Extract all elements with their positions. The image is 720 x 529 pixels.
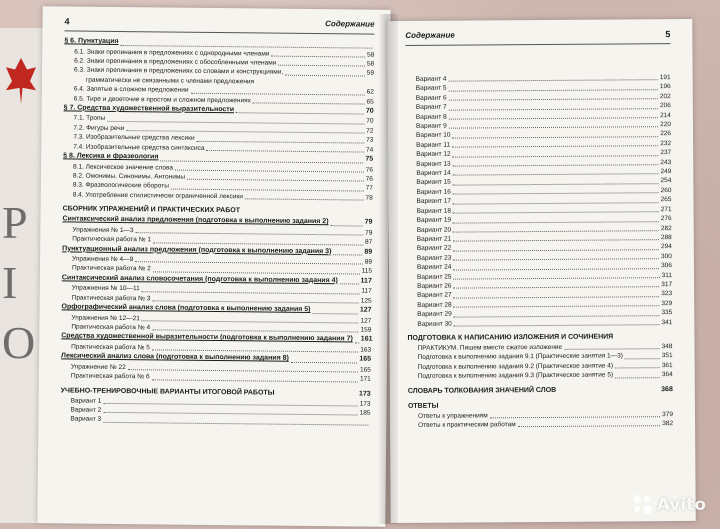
toc-entry-page: 59 — [366, 69, 375, 77]
toc-entry-title: § 8. Лексика и фразеология — [63, 152, 159, 161]
toc-entry-title: 6.1. Знаки препинания в предложениях с однородными членами — [74, 48, 270, 58]
toc-entry-page: 58 — [366, 60, 375, 68]
toc-entry-page: 173 — [358, 390, 371, 398]
toc-entry — [407, 318, 672, 329]
toc-entry-title: Вариант 25 — [417, 273, 452, 281]
toc-entry-page: 77 — [365, 184, 373, 193]
toc-entry-title: Вариант 9 — [415, 122, 447, 130]
toc-leader-dots — [452, 145, 658, 147]
toc-leader-dots — [454, 324, 660, 326]
toc-entry-title: 6.2. Знаки препинания в предложениях с обособленными членами — [74, 57, 277, 67]
toc-leader-dots — [449, 98, 658, 100]
cover-letter: O — [2, 317, 36, 368]
toc-leader-dots — [449, 117, 658, 119]
cover-letter: P — [2, 197, 28, 248]
toc-entry-page: 254 — [660, 177, 672, 185]
toc-entry-title: Вариант 26 — [417, 282, 452, 290]
toc-entry-title: Вариант 7 — [415, 103, 447, 112]
toc-entry-page: 127 — [359, 306, 372, 314]
toc-leader-dots — [625, 358, 660, 359]
toc-entry-title: Ответы к практическим работам — [418, 421, 516, 429]
toc-entry-page: 89 — [364, 248, 373, 256]
toc-entry-title: Вариант 17 — [416, 197, 451, 206]
toc-entry-page: 70 — [366, 118, 374, 126]
toc-entry-title: Упражнения № 12—21 — [71, 314, 140, 322]
toc-entry-page: 294 — [660, 243, 672, 251]
toc-entry-title: Вариант 21 — [416, 235, 452, 243]
toc-leader-dots — [449, 89, 658, 91]
toc-entry-title: 8.2. Омонимы. Синонимы. Антонимы — [72, 172, 186, 181]
toc-leader-dots — [454, 287, 660, 289]
toc-entry-page: 79 — [365, 229, 373, 237]
toc-leader-dots — [253, 102, 365, 104]
toc-entry-title: Вариант 11 — [416, 141, 451, 149]
toc-entry-page: 368 — [661, 385, 673, 393]
toc-entry — [408, 419, 673, 430]
toc-entry-page: 265 — [660, 196, 672, 204]
toc-entry-title: СБОРНИК УПРАЖНЕНИЙ И ПРАКТИЧЕСКИХ РАБОТ — [62, 205, 241, 215]
toc-entry-title: § 7. Средства художественной выразительности — [63, 104, 235, 114]
toc-entry-page: 173 — [359, 400, 371, 408]
toc-entry-title: Вариант 19 — [416, 216, 452, 224]
toc-entry-title: Вариант 30 — [417, 320, 452, 328]
left-page — [37, 6, 390, 527]
toc-entry-page: 58 — [366, 51, 375, 59]
toc-leader-dots — [454, 296, 660, 298]
toc-entry-title: УЧЕБНО-ТРЕНИРОВОЧНЫЕ ВАРИАНТЫ ИТОГОВОЙ РАБОТЫ — [60, 387, 275, 397]
toc-leader-dots — [278, 65, 365, 67]
toc-leader-dots — [256, 85, 372, 86]
toc-leader-dots — [490, 416, 660, 418]
toc-entry — [63, 190, 373, 203]
toc-entry-page: 379 — [662, 410, 674, 418]
toc-entry-page: 191 — [659, 74, 671, 82]
toc-leader-dots — [453, 277, 659, 279]
toc-leader-dots — [291, 362, 357, 364]
toc-entry-title: Практическая работа № 6 — [70, 372, 150, 381]
toc-entry-page: 232 — [660, 139, 672, 148]
toc-leader-dots — [452, 136, 658, 138]
toc-entry-page: 76 — [365, 175, 373, 183]
toc-leader-dots — [453, 221, 659, 223]
toc-leader-dots — [453, 211, 659, 213]
toc-leader-dots — [453, 268, 659, 270]
toc-leader-dots — [271, 55, 365, 57]
toc-entry-page: 74 — [365, 146, 374, 154]
toc-leader-dots — [312, 313, 357, 314]
toc-leader-dots — [454, 305, 660, 307]
toc-entry-title: 8.3. Фразеологические обороты — [72, 181, 169, 190]
toc-entry-title: Упражнения № 4—9 — [72, 255, 134, 264]
toc-entry-title: Вариант 23 — [416, 254, 452, 262]
toc-entry-title: 7.4. Изобразительные средства синтаксиса — [73, 143, 205, 152]
toc-entry-title: 6.3. Знаки препинания в предложениях со словами и конструкциями, — [74, 66, 284, 77]
watermark-text: Avito — [656, 495, 706, 515]
header-rule — [405, 43, 670, 46]
toc-entry-title: Вариант 29 — [417, 310, 452, 319]
toc-entry-title: § 6. Пунктуация — [64, 37, 119, 45]
toc-entry-title: Пунктуационный анализ предложения (подготовка к выполнению задания 3) — [62, 244, 332, 255]
toc-entry — [60, 415, 370, 428]
toc-entry-page: 76 — [365, 166, 374, 174]
toc-entry-title: Вариант 20 — [416, 226, 452, 234]
toc-entry-page: 214 — [660, 111, 671, 119]
toc-entry-page: 382 — [662, 420, 674, 428]
toc-entry-page: 171 — [359, 375, 371, 383]
toc-leader-dots — [558, 393, 659, 394]
toc-entry-title: Вариант 12 — [416, 150, 451, 159]
toc-entry-page: 79 — [364, 218, 373, 226]
toc-entry-page: 351 — [661, 352, 673, 360]
header-rule — [64, 30, 374, 34]
toc-entry-title: Подготовка к выполнению задания 9.2 (Практическое занятие 4) — [417, 362, 614, 371]
toc-entry-title: 6.5. Тире и двоеточие в простом и сложном предложениях — [73, 95, 251, 104]
toc-entry-title: Упражнение № 22 — [70, 363, 126, 371]
toc-entry-title: Вариант 3 — [70, 415, 102, 424]
toc-entry — [61, 372, 371, 385]
toc-leader-dots — [448, 80, 657, 82]
toc-entry-title: 7.1. Тропы — [73, 114, 106, 123]
toc-entry-page: 161 — [360, 335, 373, 344]
toc-entry-title: 8.1. Лексическое значение слова — [73, 163, 174, 172]
toc-list — [60, 36, 374, 427]
toc-leader-dots — [331, 225, 363, 226]
toc-entry-title: Вариант 16 — [416, 188, 451, 196]
toc-entry-title: Практическая работа № 3 — [71, 294, 151, 303]
toc-entry-title: Вариант 22 — [416, 244, 452, 253]
toc-leader-dots — [453, 164, 659, 166]
toc-leader-dots — [333, 254, 362, 255]
toc-leader-dots — [277, 396, 357, 397]
toc-entry-title: Вариант 15 — [416, 179, 451, 187]
toc-leader-dots — [564, 349, 660, 351]
toc-leader-dots — [453, 183, 659, 185]
toc-entry-page: 300 — [661, 252, 672, 260]
right-page — [387, 19, 695, 523]
toc-entry-page: 62 — [366, 88, 374, 96]
toc-entry-page: 115 — [361, 267, 372, 276]
toc-entry-page: 65 — [366, 98, 374, 106]
toc-entry — [408, 384, 673, 397]
toc-leader-dots — [340, 284, 359, 285]
toc-leader-dots — [103, 422, 368, 426]
toc-entry-title: Ответы к упражнениям — [417, 411, 488, 420]
toc-entry-title: ПРАКТИКУМ. Пишем вместе сжатое изложение — [417, 343, 563, 352]
toc-entry-title: Орфографический анализ слова (подготовка к выполнению задания 5) — [61, 303, 311, 314]
toc-entry-page: 78 — [365, 194, 373, 202]
toc-leader-dots — [453, 155, 659, 157]
toc-entry-page: 75 — [365, 155, 374, 163]
toc-entry-title: 8.4. Употребление стилистически ограниченной лексики — [72, 191, 243, 201]
page-header-title: Содержание — [325, 19, 375, 29]
toc-entry-title: Вариант 18 — [416, 207, 452, 215]
toc-entry-title: Практическая работа № 5 — [71, 343, 150, 352]
toc-entry-title: 7.2. Фигуры речи — [73, 124, 125, 132]
toc-leader-dots — [355, 342, 359, 343]
toc-leader-dots — [285, 74, 365, 76]
toc-entry-page: 288 — [660, 233, 672, 242]
toc-entry-page: 159 — [360, 326, 372, 334]
page-number: 4 — [64, 16, 70, 27]
toc-entry-page: 165 — [359, 355, 372, 363]
toc-entry-page: 220 — [660, 121, 672, 129]
toc-leader-dots — [245, 199, 364, 201]
toc-leader-dots — [449, 127, 658, 129]
toc-leader-dots — [152, 379, 358, 382]
toc-entry-page: 323 — [661, 290, 673, 298]
toc-entry-page: 282 — [660, 224, 672, 232]
toc-entry-page: 165 — [360, 366, 371, 374]
toc-entry-page: 243 — [660, 158, 672, 166]
toc-entry-page: 185 — [359, 409, 371, 417]
toc-entry-page: 335 — [661, 309, 673, 317]
toc-entry-title: Синтаксический анализ словосочетания (подготовка к выполнению задания 4) — [61, 274, 338, 285]
toc-list — [406, 73, 673, 430]
toc-entry-title: Практическая работа № 2 — [71, 264, 151, 273]
toc-leader-dots — [453, 174, 659, 176]
toc-entry-page: 260 — [660, 186, 672, 195]
toc-entry-title: Вариант 14 — [416, 169, 451, 177]
toc-entry-page: 341 — [661, 318, 673, 326]
toc-leader-dots — [453, 202, 659, 204]
toc-entry-page: 87 — [364, 238, 373, 246]
toc-entry-page: 125 — [360, 297, 372, 305]
toc-entry-title: Вариант 2 — [70, 406, 102, 414]
toc-entry-page: 361 — [661, 361, 673, 369]
toc-leader-dots — [518, 426, 661, 428]
toc-entry-title: Вариант 10 — [416, 132, 451, 140]
toc-entry-page: 237 — [660, 149, 672, 157]
toc-entry-title: Упражнения № 10—11 — [71, 284, 140, 293]
toc-entry-page: 196 — [659, 83, 671, 91]
toc-entry-title: Упражнения № 1—3 — [72, 226, 134, 234]
toc-leader-dots — [449, 108, 658, 110]
toc-entry-page: 163 — [360, 346, 372, 354]
toc-entry-page: 317 — [661, 281, 673, 289]
toc-leader-dots — [453, 230, 659, 232]
toc-entry-page: 117 — [361, 287, 372, 295]
toc-entry-title: ОТВЕТЫ — [407, 402, 439, 410]
toc-entry-title: Синтаксический анализ предложения (подготовка к выполнению задания 2) — [62, 215, 329, 226]
toc-leader-dots — [453, 192, 659, 194]
toc-entry-title: ПОДГОТОВКА К НАПИСАНИЮ ИЗЛОЖЕНИЯ И СОЧИНЕНИЯ — [407, 333, 614, 342]
toc-entry-page: 249 — [660, 168, 672, 176]
toc-entry-page: 276 — [660, 215, 672, 223]
toc-entry-page: 271 — [660, 205, 672, 213]
toc-entry-page: 329 — [661, 299, 673, 307]
toc-entry-title: СЛОВАРЬ ТОЛКОВАНИЯ ЗНАЧЕНИЙ СЛОВ — [407, 386, 557, 395]
toc-entry-title: Лексический анализ слова (подготовка к выполнению задания 8) — [61, 352, 289, 363]
book-gutter-shadow — [378, 14, 398, 524]
toc-entry-page: 89 — [364, 258, 373, 266]
toc-entry-title: Вариант 1 — [70, 397, 102, 405]
toc-leader-dots — [454, 315, 660, 317]
toc-entry-title: Вариант 6 — [415, 94, 447, 102]
maple-leaf-icon — [6, 58, 36, 104]
avito-logo-icon — [633, 495, 653, 515]
toc-entry-page: 306 — [661, 262, 672, 270]
toc-entry-page: 311 — [661, 271, 673, 279]
toc-entry-title: грамматически не связанными с членами предложения — [85, 76, 255, 86]
toc-entry-title: Подготовка к выполнению задания 9.3 (Практическое занятие 5) — [417, 371, 614, 381]
toc-entry-title: 6.4. Запятые в сложном предложении — [73, 85, 189, 94]
toc-leader-dots — [615, 377, 660, 378]
avito-watermark — [633, 495, 706, 515]
toc-entry-title: Вариант 28 — [417, 301, 452, 309]
toc-entry-page: 117 — [360, 277, 372, 285]
toc-entry-title: 7.3. Изобразительные средства лексики — [73, 133, 195, 143]
toc-entry-page: 70 — [365, 107, 374, 115]
toc-entry-title: Вариант 5 — [415, 85, 447, 93]
toc-entry-title: Вариант 4 — [415, 75, 447, 83]
toc-entry-title: Вариант 8 — [415, 113, 447, 121]
toc-leader-dots — [453, 239, 659, 241]
toc-leader-dots — [615, 367, 660, 368]
toc-entry-page: 202 — [659, 92, 671, 100]
toc-entry — [408, 370, 673, 381]
toc-entry-title: Вариант 13 — [416, 160, 451, 168]
toc-entry-page: 348 — [661, 343, 673, 351]
toc-entry-title: Практическая работа № 1 — [72, 235, 152, 244]
page-header-title: Содержание — [405, 30, 455, 40]
toc-entry-title: Вариант 27 — [417, 291, 452, 300]
toc-entry-title: Практическая работа № 4 — [71, 323, 151, 332]
cover-letter: I — [2, 257, 18, 308]
toc-entry-page: 72 — [366, 127, 374, 135]
toc-entry-page: 226 — [660, 130, 672, 138]
toc-leader-dots — [453, 249, 659, 251]
toc-entry-page: 364 — [661, 371, 673, 379]
toc-leader-dots — [242, 214, 371, 215]
toc-leader-dots — [453, 258, 659, 260]
toc-entry-title: Подготовка к выполнению задания 9.1 (Практические занятия 1—3) — [417, 352, 623, 362]
toc-leader-dots — [207, 150, 364, 153]
toc-entry-page: 127 — [360, 317, 372, 325]
toc-entry-title: Вариант 24 — [416, 263, 452, 271]
toc-leader-dots — [236, 113, 364, 115]
toc-entry-page: 73 — [366, 136, 374, 144]
page-number: 5 — [665, 29, 671, 40]
toc-entry-page: 206 — [659, 102, 671, 110]
toc-entry-title: Средства художественной выразительности (подготовка к выполнению задания 7) — [61, 332, 353, 343]
